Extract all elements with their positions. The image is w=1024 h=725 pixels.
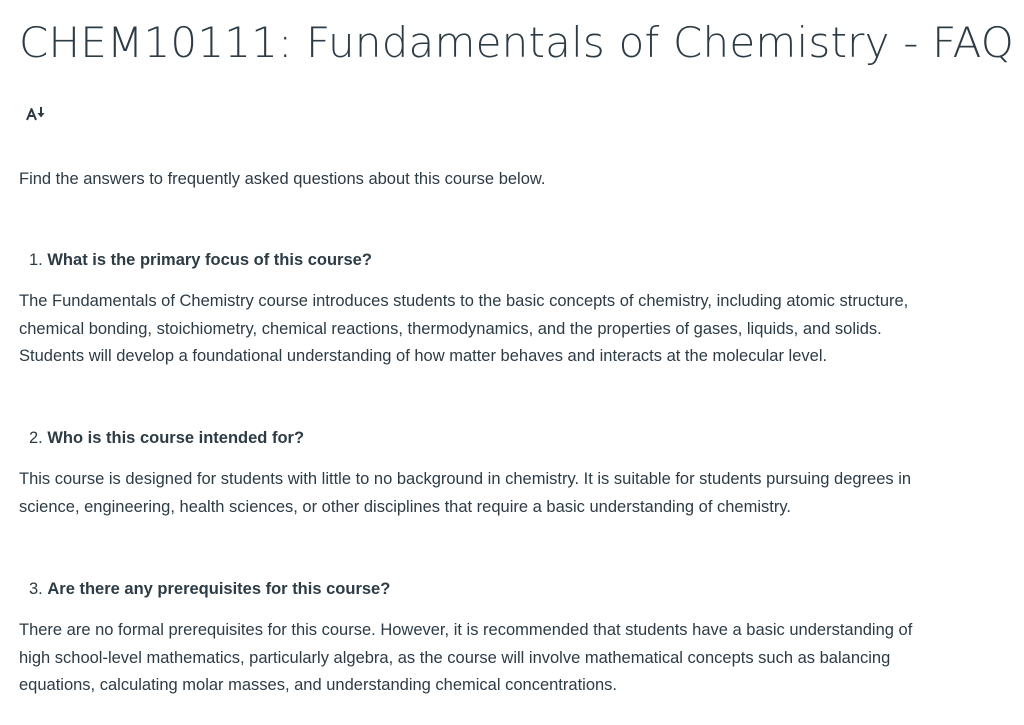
immersive-reader-icon	[26, 106, 48, 122]
faq-answer-line: science, engineering, health sciences, or other disciplines that require a basic understanding of chemistry.	[19, 497, 791, 516]
faq-item	[19, 425, 1009, 521]
faq-question	[29, 576, 1009, 603]
faq-answer-line: high school-level mathematics, particularly algebra, as the course will involve mathematical concepts such as balancing	[19, 648, 891, 667]
faq-answer	[19, 288, 1009, 371]
faq-question-text: Who is this course intended for?	[47, 429, 305, 447]
faq-number: 3.	[29, 580, 43, 598]
immersive-reader-button[interactable]	[25, 104, 49, 124]
faq-question-text: Are there any prerequisites for this course?	[47, 580, 391, 598]
faq-question	[29, 247, 1009, 274]
faq-answer	[19, 466, 1009, 521]
faq-item	[19, 247, 1009, 371]
intro-text: Find the answers to frequently asked questions about this course below.	[19, 170, 546, 188]
faq-number: 2.	[29, 429, 43, 447]
faq-answer-line: chemical bonding, stoichiometry, chemical reactions, thermodynamics, and the properties of gases, liquids, and solids.	[19, 319, 882, 338]
faq-answer	[19, 617, 1009, 700]
faq-answer-line: The Fundamentals of Chemistry course introduces students to the basic concepts of chemistry, including atomic structure,	[19, 292, 909, 310]
page-title: CHEM10111: Fundamentals of Chemistry - FAQ	[19, 18, 1015, 67]
faq-answer-line: There are no formal prerequisites for this course. However, it is recommended that students have a basic understanding of	[19, 621, 913, 639]
faq-answer-line: Students will develop a foundational understanding of how matter behaves and interacts at the molecular level.	[19, 347, 828, 365]
faq-item	[19, 576, 1009, 700]
faq-number: 1.	[29, 251, 43, 269]
faq-question	[29, 425, 1009, 452]
faq-question-text: What is the primary focus of this course?	[47, 251, 372, 269]
faq-answer-line: equations, calculating molar masses, and understanding chemical concentrations.	[19, 676, 618, 694]
faq-answer-line: This course is designed for students with little to no background in chemistry. It is suitable for students pursuing degrees in	[19, 470, 912, 488]
